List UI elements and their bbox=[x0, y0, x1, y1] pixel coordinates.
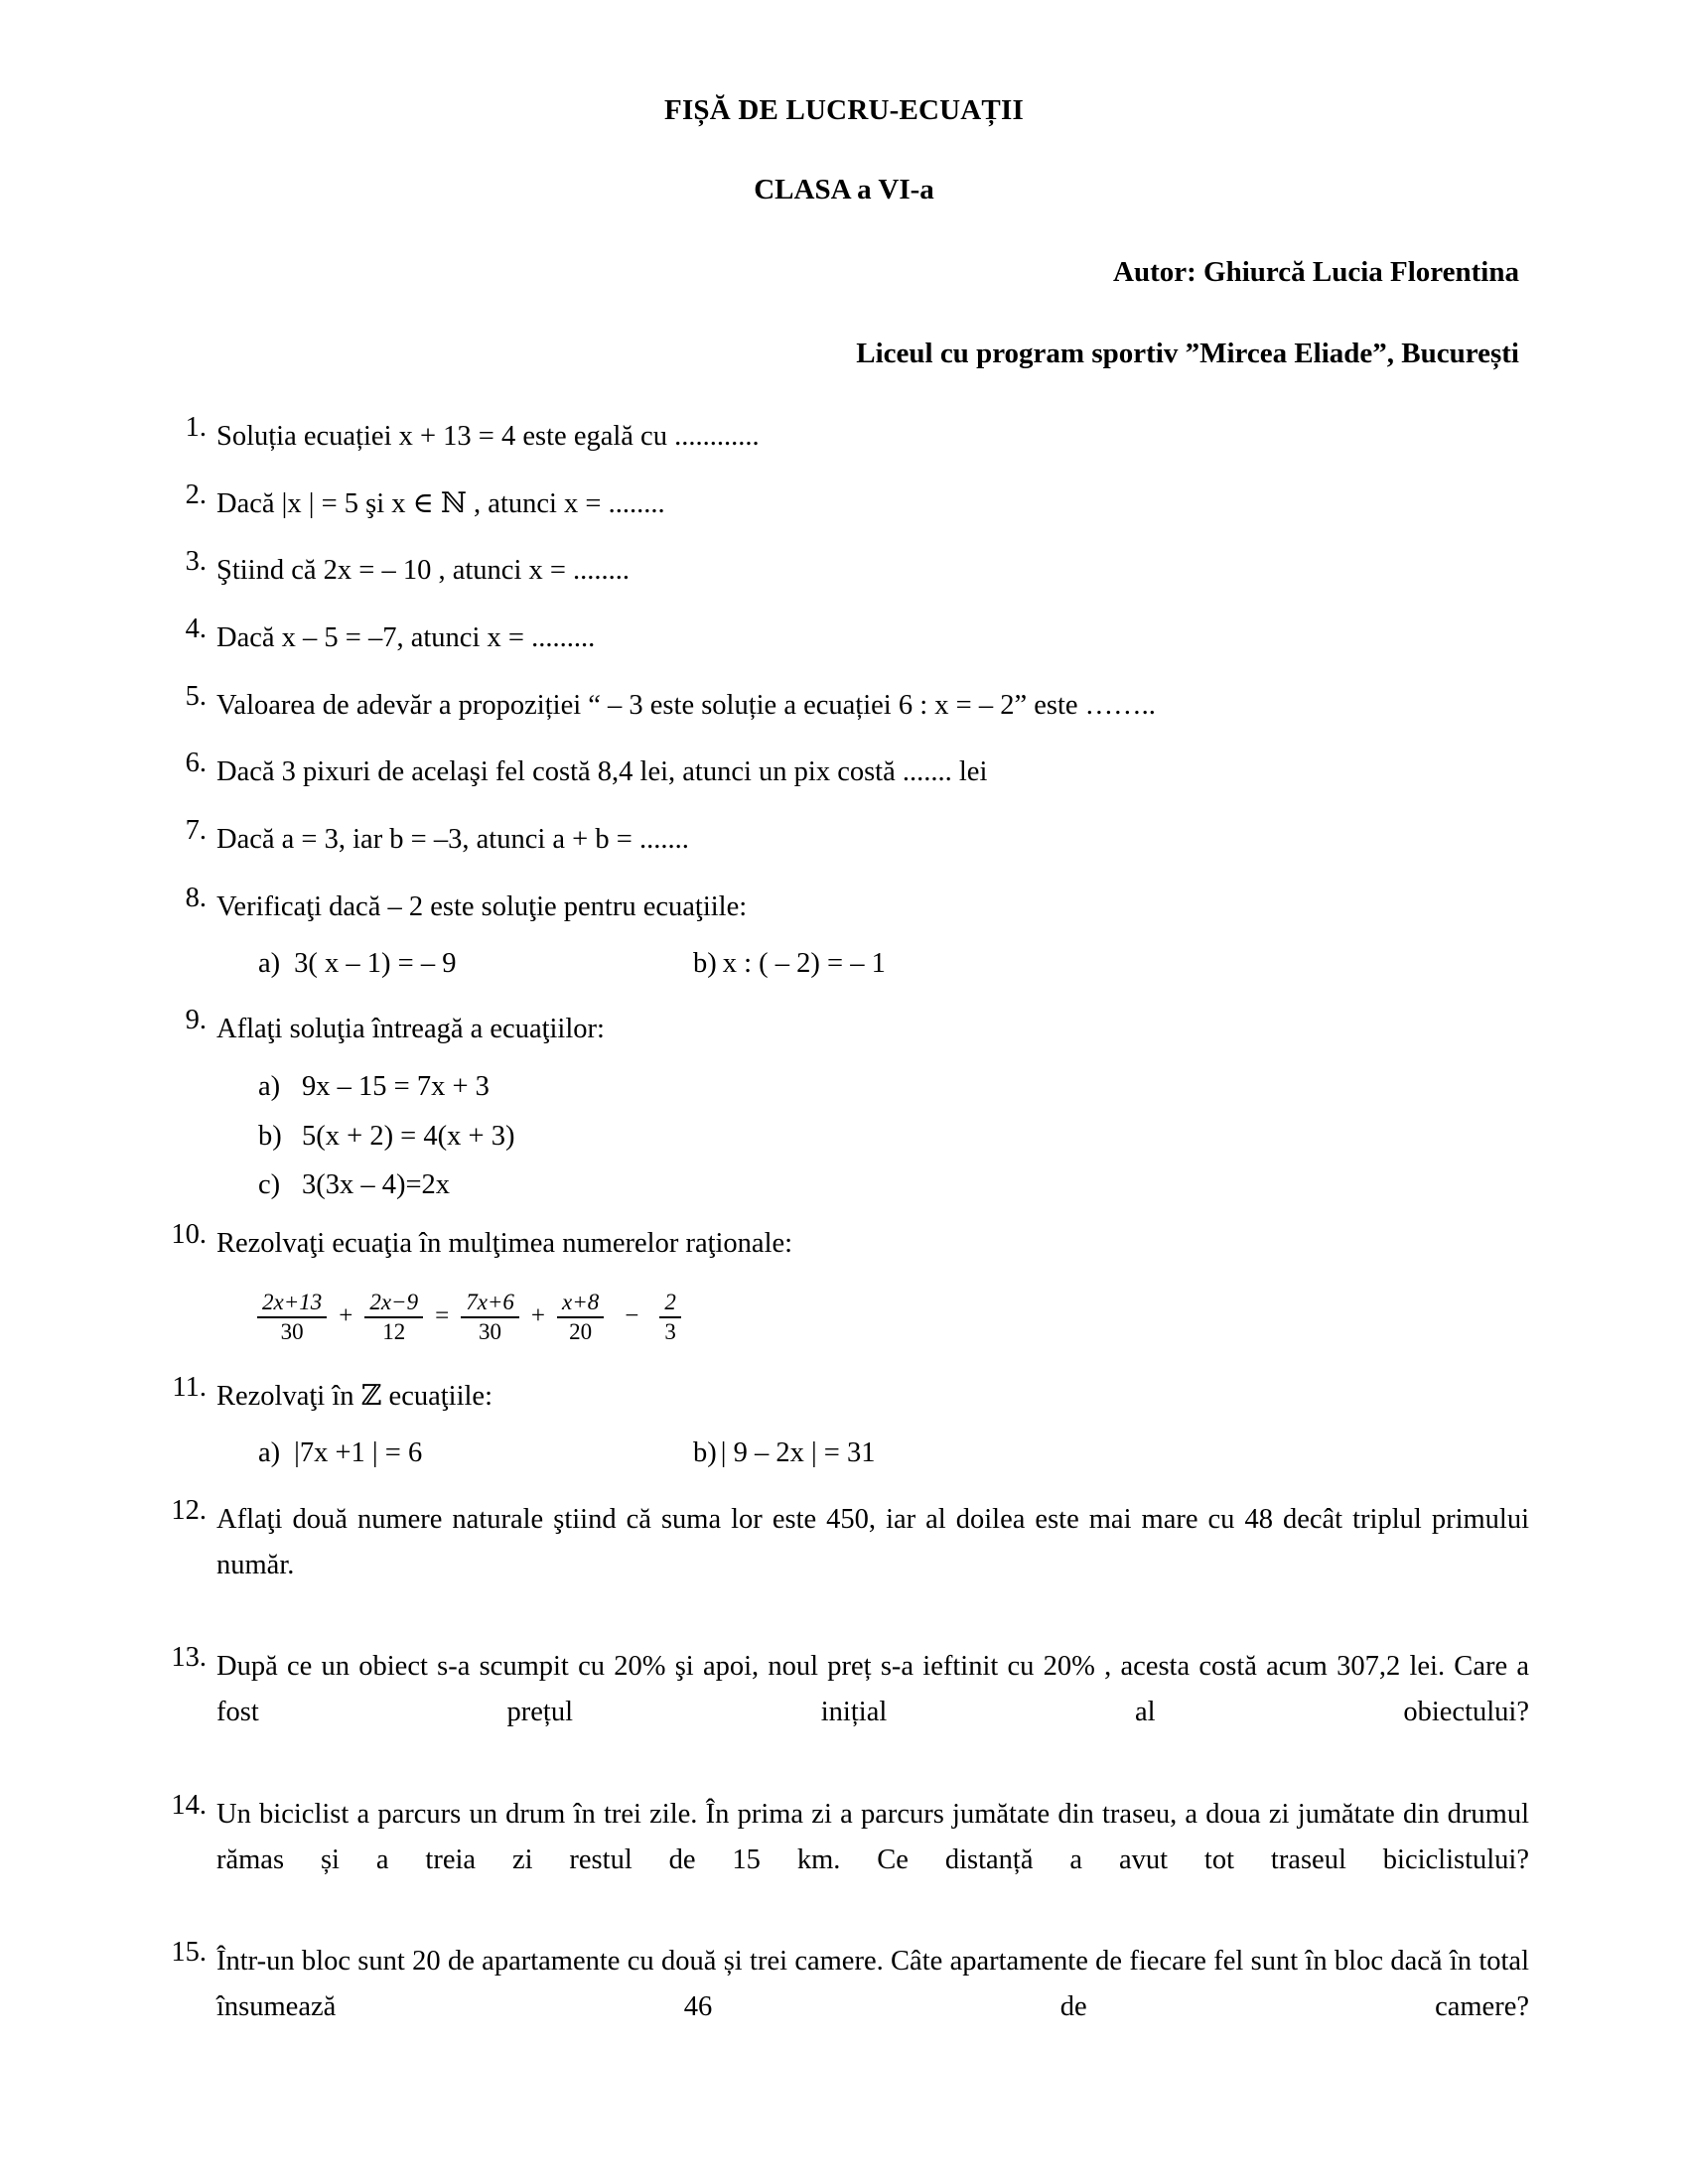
fraction-denominator: 30 bbox=[461, 1316, 519, 1345]
operator-equals: = bbox=[435, 1302, 450, 1330]
fraction-term bbox=[461, 1290, 519, 1345]
item-number: 4. bbox=[185, 613, 207, 644]
operator-plus: + bbox=[530, 1302, 546, 1330]
school-line: Liceul cu program sportiv ”Mircea Eliade”, București bbox=[856, 338, 1519, 369]
fraction-numerator: 2x−9 bbox=[369, 1289, 419, 1314]
item-number: 11. bbox=[172, 1372, 207, 1404]
item-text: Rezolvaţi ecuaţia în mulţimea numerelor raţionale: bbox=[216, 1228, 793, 1260]
item-text: Rezolvaţi în ℤ ecuaţiile: bbox=[216, 1381, 493, 1413]
subitem-equation: |7x +1 | = 6 bbox=[294, 1437, 423, 1469]
fraction-term bbox=[659, 1290, 681, 1345]
item-text: Într-un bloc sunt 20 de apartamente cu două și trei camere. Câte apartamente de fiecare fel sunt în bloc dacă în total însumează 46 de camere? bbox=[216, 1946, 1529, 2023]
item-number: 10. bbox=[171, 1219, 207, 1251]
list-item bbox=[159, 680, 1529, 729]
list-item bbox=[159, 1007, 1529, 1200]
operator-plus: + bbox=[339, 1302, 353, 1330]
list-item bbox=[159, 1374, 1529, 1475]
list-item bbox=[159, 1644, 1529, 1781]
item-text: Valoarea de adevăr a propoziției “ – 3 este soluție a ecuației 6 : x = – 2” este …….. bbox=[216, 689, 1156, 721]
subitem-b bbox=[216, 1120, 1529, 1152]
subitem-label: c) bbox=[258, 1169, 281, 1201]
list-item bbox=[159, 1939, 1529, 2076]
list-item bbox=[159, 882, 1529, 986]
item-number: 3. bbox=[185, 546, 207, 578]
fraction-numerator: 2 bbox=[664, 1289, 676, 1314]
item-number: 9. bbox=[185, 1005, 207, 1036]
item-text: După ce un obiect s-a scumpit cu 20% şi apoi, noul preț s-a ieftinit cu 20% , acesta costă acum 307,2 lei. Care a fost prețul inițial al obiectului? bbox=[216, 1651, 1529, 1728]
subitem-row bbox=[216, 947, 1529, 986]
list-item bbox=[159, 1494, 1529, 1634]
fraction-equation bbox=[254, 1282, 1529, 1353]
subitem-equation: 3( x – 1) = – 9 bbox=[294, 947, 457, 979]
page-title: FIȘĂ DE LUCRU-ECUAȚII bbox=[664, 94, 1024, 126]
subitem-b bbox=[693, 947, 886, 979]
exercise-list bbox=[159, 414, 1529, 2077]
subitem-a bbox=[258, 947, 457, 979]
fraction-term bbox=[257, 1290, 327, 1345]
item-text: Un biciclist a parcurs un drum în trei zile. În prima zi a parcurs jumătate din traseu, a doua zi jumătate din drumul rămas și a treia zi restul de 15 km. Ce distanță a avut tot traseul biciclistului? bbox=[216, 1798, 1529, 1875]
item-text: Dacă x – 5 = –7, atunci x = ......... bbox=[216, 621, 596, 653]
subitem-b bbox=[693, 1439, 875, 1468]
item-number: 14. bbox=[171, 1789, 207, 1821]
subitem-label: a) bbox=[258, 1437, 281, 1469]
list-item bbox=[159, 414, 1529, 460]
item-number: 13. bbox=[171, 1642, 207, 1674]
fraction-numerator: 2x+13 bbox=[262, 1289, 323, 1314]
fraction-denominator: 12 bbox=[364, 1316, 423, 1345]
subitem-equation: 9x – 15 = 7x + 3 bbox=[302, 1071, 490, 1103]
fraction-denominator: 20 bbox=[557, 1316, 604, 1345]
item-number: 7. bbox=[185, 814, 207, 846]
list-item bbox=[159, 814, 1529, 863]
item-number: 2. bbox=[185, 478, 207, 510]
list-item bbox=[159, 750, 1529, 795]
fraction-numerator: x+8 bbox=[562, 1289, 600, 1314]
subitem-label: a) bbox=[258, 947, 281, 979]
item-text: Dacă a = 3, iar b = –3, atunci a + b = ....... bbox=[216, 823, 689, 855]
list-item bbox=[159, 615, 1529, 661]
list-item bbox=[159, 1789, 1529, 1929]
item-number: 6. bbox=[185, 748, 207, 779]
list-item bbox=[159, 548, 1529, 594]
fraction-denominator: 30 bbox=[257, 1316, 327, 1345]
list-item bbox=[159, 478, 1529, 527]
fraction-numerator: 7x+6 bbox=[466, 1289, 514, 1314]
item-text: Dacă 3 pixuri de acelaşi fel costă 8,4 lei, atunci un pix costă ....... lei bbox=[216, 756, 988, 788]
subitem-a bbox=[258, 1439, 422, 1468]
operator-minus: − bbox=[625, 1302, 639, 1330]
item-number: 12. bbox=[171, 1494, 207, 1526]
subitem-equation: | 9 – 2x | = 31 bbox=[720, 1437, 876, 1469]
item-number: 8. bbox=[185, 882, 207, 913]
subitem-equation: 3(3x – 4)=2x bbox=[302, 1169, 451, 1201]
subitem-label: b) bbox=[693, 1437, 717, 1469]
item-number: 15. bbox=[171, 1937, 207, 1969]
item-text: Aflaţi soluţia întreagă a ecuaţiilor: bbox=[216, 1014, 605, 1045]
fraction-denominator: 3 bbox=[659, 1316, 681, 1345]
subitem-c bbox=[216, 1171, 1529, 1200]
item-text: Aflaţi două numere naturale ştiind că suma lor este 450, iar al doilea este mai mare cu 48 decât triplul primului număr. bbox=[216, 1503, 1529, 1580]
subitem-label: a) bbox=[258, 1071, 281, 1103]
subitem-equation: 5(x + 2) = 4(x + 3) bbox=[302, 1120, 515, 1152]
item-number: 5. bbox=[185, 680, 207, 712]
item-text: Soluția ecuației x + 13 = 4 este egală cu ............ bbox=[216, 421, 760, 452]
subitem-row bbox=[216, 1439, 1529, 1475]
item-text: Ştiind că 2x = – 10 , atunci x = ........ bbox=[216, 555, 631, 587]
item-text: Verificaţi dacă – 2 este soluţie pentru ecuaţiile: bbox=[216, 890, 748, 922]
fraction-term bbox=[364, 1290, 423, 1345]
item-text: Dacă |x | = 5 şi x ∈ ℕ , atunci x = ........ bbox=[216, 487, 665, 519]
author-line: Autor: Ghiurcă Lucia Florentina bbox=[1113, 256, 1519, 288]
item-number: 1. bbox=[185, 412, 207, 443]
subitem-equation: x : ( – 2) = – 1 bbox=[722, 947, 886, 979]
class-subtitle: CLASA a VI-a bbox=[754, 174, 934, 205]
subitem-label: b) bbox=[693, 947, 717, 979]
fraction-term bbox=[557, 1290, 604, 1345]
subitem-a bbox=[216, 1073, 1529, 1102]
subitem-label: b) bbox=[258, 1120, 282, 1152]
list-item bbox=[159, 1221, 1529, 1352]
